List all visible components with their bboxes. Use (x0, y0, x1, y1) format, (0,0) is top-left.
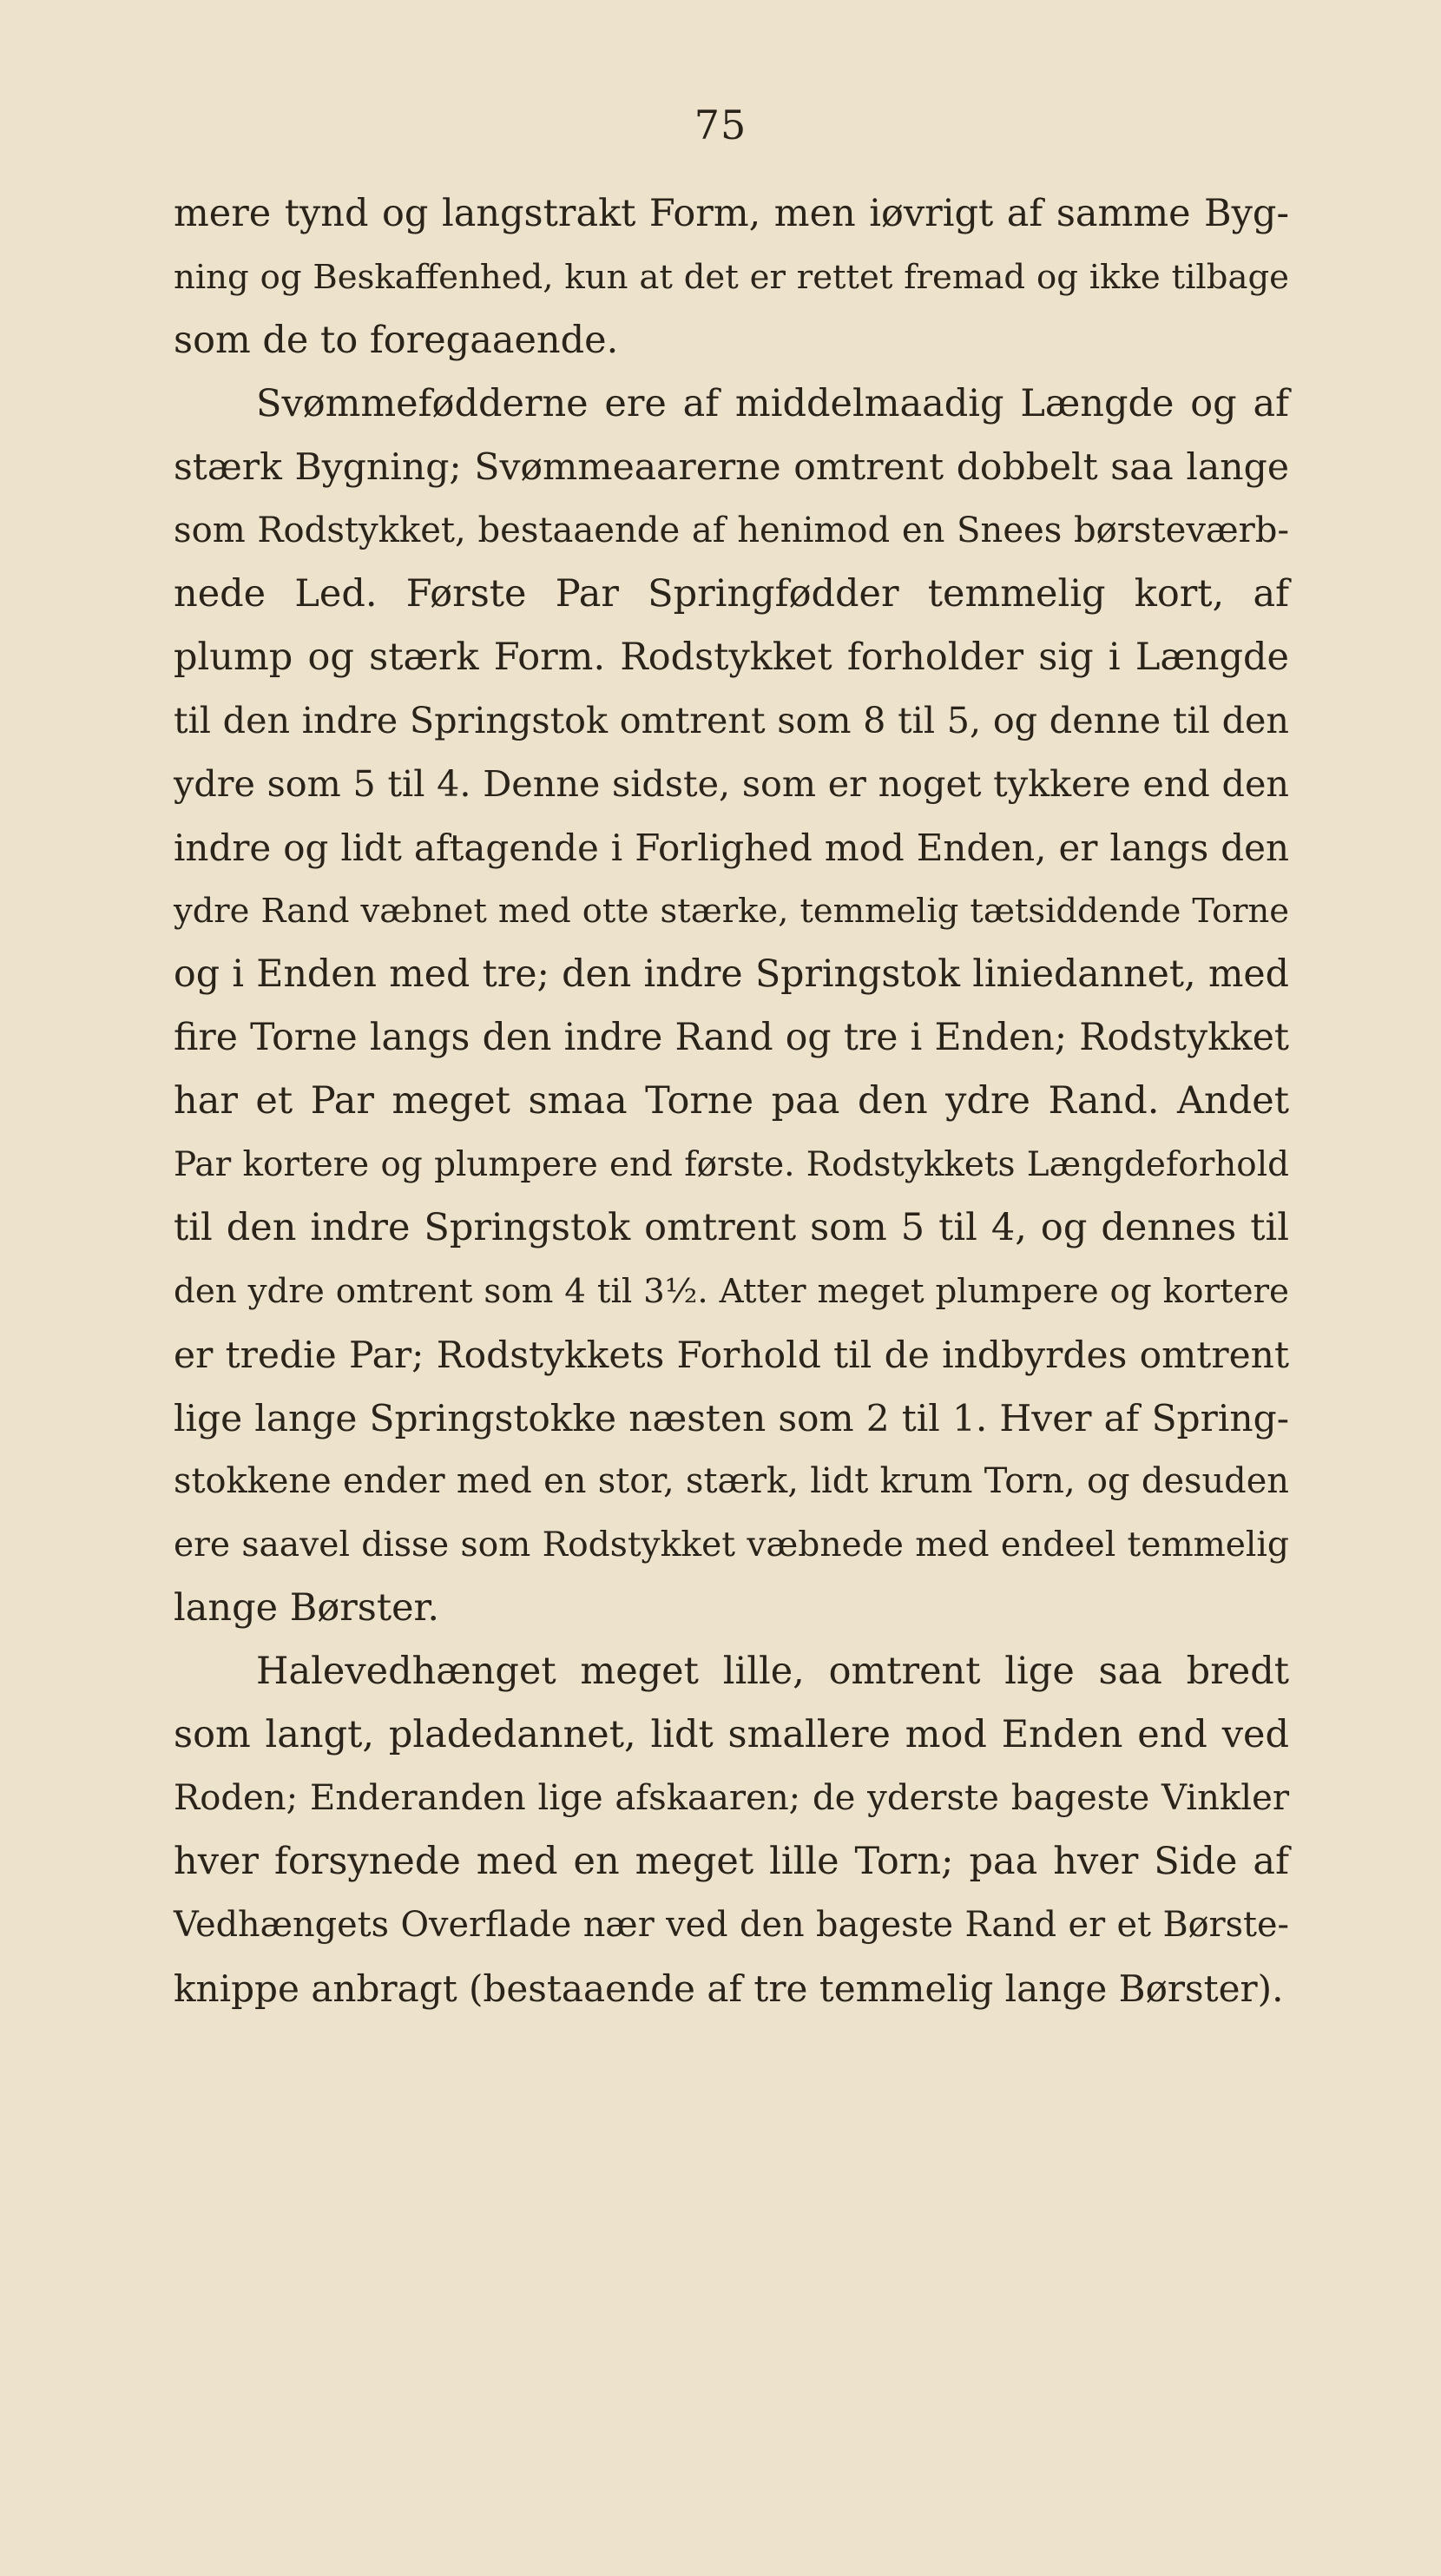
text-line: er tredie Par; Rodstykkets Forhold til de indbyrdes omtrent (174, 1334, 1289, 1376)
text-line: ydre Rand væbnet med otte stærke, temmelig tætsiddende Torne (174, 892, 1289, 931)
text-line: indre og lidt aftagende i Forlighed mod Enden, er langs den (174, 827, 1289, 869)
text-line: hver forsynede med en meget lille Torn; paa hver Side af (174, 1840, 1289, 1883)
text-line: Svømmefødderne ere af middelmaadig Længde og af (256, 382, 1289, 425)
text-line: Halevedhænget meget lille, omtrent lige saa bredt (256, 1650, 1289, 1693)
text-line: Par kortere og plumpere end første. Rodstykkets Længdeforhold (174, 1145, 1289, 1184)
text-line: fire Torne langs den indre Rand og tre i Enden; Rodstykket (174, 1017, 1289, 1059)
text-line: knippe anbragt (bestaaende af tre temmelig lange Børster). (174, 1967, 1284, 2010)
text-line: lange Børster. (174, 1586, 440, 1630)
text-line: til den indre Springstok omtrent som 5 til 4, og dennes til (174, 1206, 1289, 1249)
text-line: mere tynd og langstrakt Form, men iøvrigt af samme Byg- (174, 192, 1289, 235)
body-text (174, 182, 1289, 2020)
text-line: har et Par meget smaa Torne paa den ydre Rand. Andet (174, 1079, 1289, 1123)
text-line: lige lange Springstokke næsten som 2 til 1. Hver af Spring- (174, 1397, 1289, 1440)
text-line: Vedhængets Overflade nær ved den bageste Rand er et Børste- (174, 1905, 1289, 1945)
text-line: plump og stærk Form. Rodstykket forholder sig i Længde (174, 636, 1289, 679)
text-line: Roden; Enderanden lige afskaaren; de yderste bageste Vinkler (174, 1778, 1289, 1818)
text-line: og i Enden med tre; den indre Springstok liniedannet, med (174, 952, 1289, 996)
page-number: 75 (694, 102, 747, 148)
text-line: til den indre Springstok omtrent som 8 til 5, og denne til den (174, 700, 1289, 741)
text-line: ydre som 5 til 4. Denne sidste, som er noget tykkere end den (174, 763, 1289, 805)
text-line: stokkene ender med en stor, stærk, lidt krum Torn, og desuden (174, 1461, 1289, 1501)
text-line: som de to foregaaende. (174, 319, 619, 362)
text-line: den ydre omtrent som 4 til 3½. Atter meget plumpere og kortere (174, 1272, 1289, 1311)
text-line: nede Led. Første Par Springfødder temmelig kort, af (174, 572, 1289, 616)
text-line: stærk Bygning; Svømmeaarerne omtrent dobbelt saa lange (174, 446, 1289, 489)
text-line: som Rodstykket, bestaaende af henimod en Snees børsteværb- (174, 511, 1289, 550)
text-line: som langt, pladedannet, lidt smallere mod Enden end ved (174, 1713, 1289, 1756)
text-line: ning og Beskaffenhed, kun at det er rettet fremad og ikke tilbage (174, 258, 1289, 297)
text-line: ere saavel disse som Rodstykket væbnede med endeel temmelig (174, 1525, 1289, 1565)
